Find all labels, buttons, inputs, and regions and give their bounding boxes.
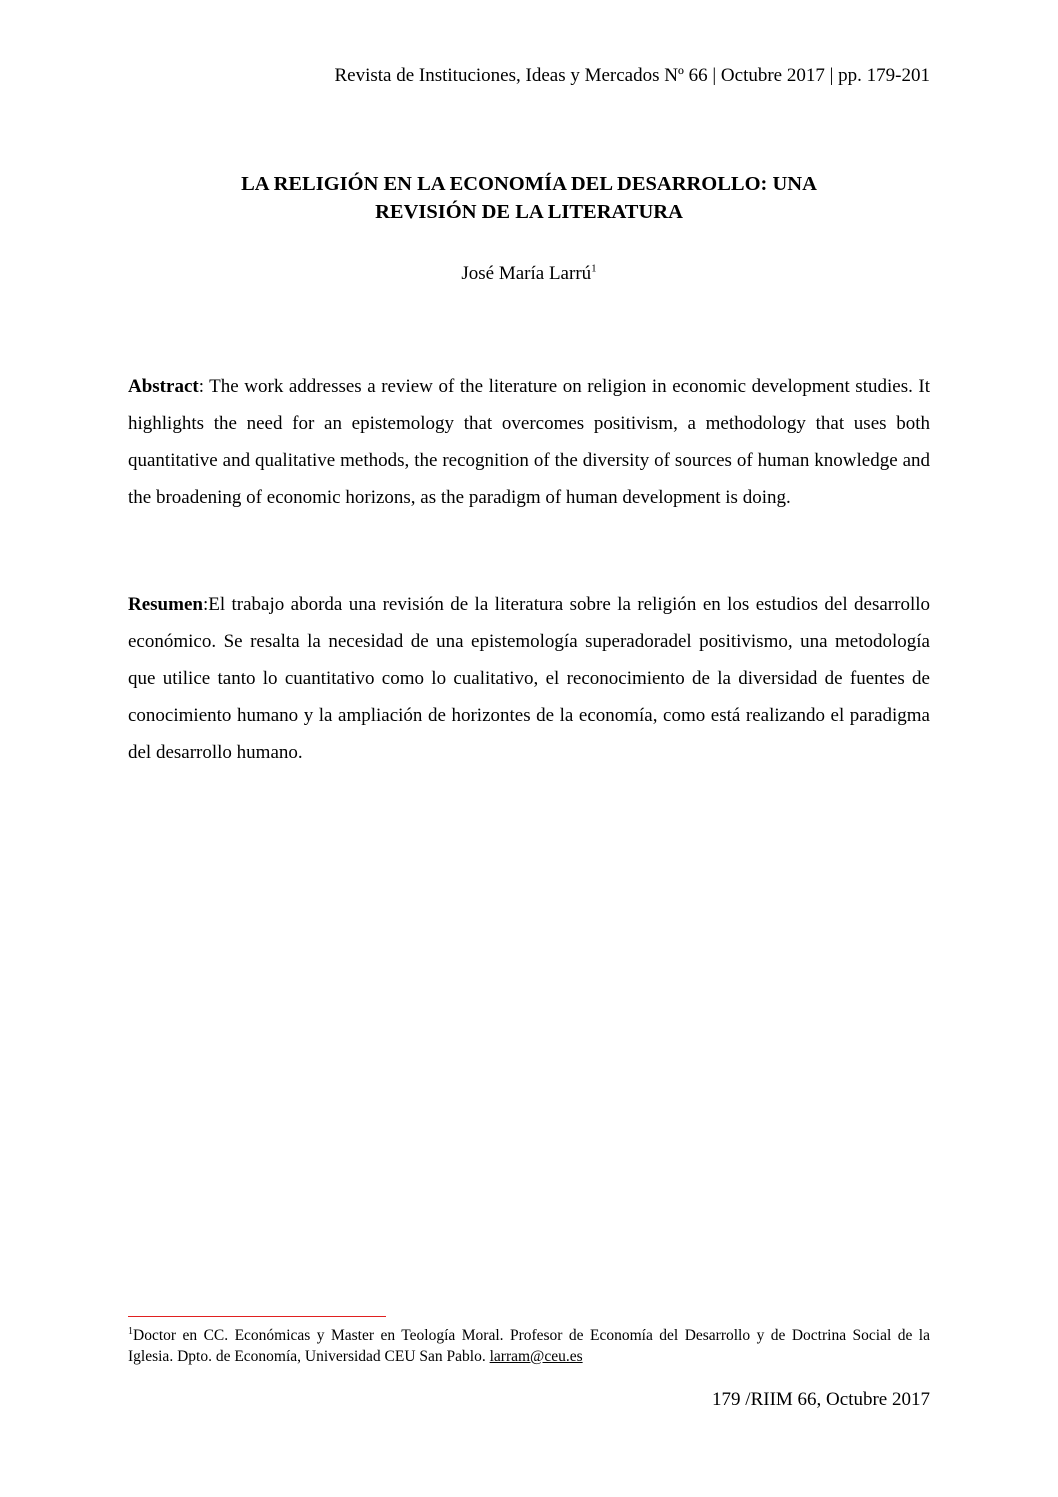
article-title-line-1: LA RELIGIÓN EN LA ECONOMÍA DEL DESARROLLO: UNA [241, 173, 817, 195]
footnote-mark: 1 [128, 1325, 133, 1337]
resumen-paragraph [128, 586, 930, 771]
resumen-label: Resumen [128, 594, 203, 615]
abstract-text: : The work addresses a review of the literature on religion in economic development studies. It highlights the need for an epistemology that overcomes positivism, a methodology that uses both quantitative and qualitative methods, the recognition of the diversity of sources of human knowledge and the broadening of economic horizons, as the paradigm of human development is doing. [128, 376, 930, 508]
footnote-divider [128, 1316, 386, 1317]
article-title-line-2: REVISIÓN DE LA LITERATURA [375, 201, 683, 223]
author-name-text: José María Larrú [461, 263, 592, 284]
footnote [128, 1325, 930, 1367]
author-footnote-mark[interactable]: 1 [591, 262, 597, 275]
abstract-paragraph [128, 368, 930, 516]
footnote-text: Doctor en CC. Económicas y Master en Teología Moral. Profesor de Economía del Desarrollo y de Doctrina Social de la Iglesia. Dpto. de Economía, Universidad CEU San Pablo. [128, 1327, 930, 1365]
resumen-text: :El trabajo aborda una revisión de la literatura sobre la religión en los estudios del desarrollo económico. Se resalta la necesidad de una epistemología superadoradel positivismo, una metodología que utilice tanto lo cuantitativo como lo cualitativo, el reconocimiento de la diversidad de fuentes de conocimiento humano y la ampliación de horizontes de la economía, como está realizando el paradigma del desarrollo humano. [128, 594, 930, 763]
author-name [128, 262, 930, 286]
running-header: Revista de Instituciones, Ideas y Mercados Nº 66 | Octubre 2017 | pp. 179-201 [334, 65, 930, 86]
article-title [128, 170, 930, 226]
page-footer: 179 /RIIM 66, Octubre 2017 [712, 1389, 930, 1410]
author-email-link[interactable]: larram@ceu.es [489, 1348, 583, 1365]
abstract-label: Abstract [128, 376, 199, 397]
